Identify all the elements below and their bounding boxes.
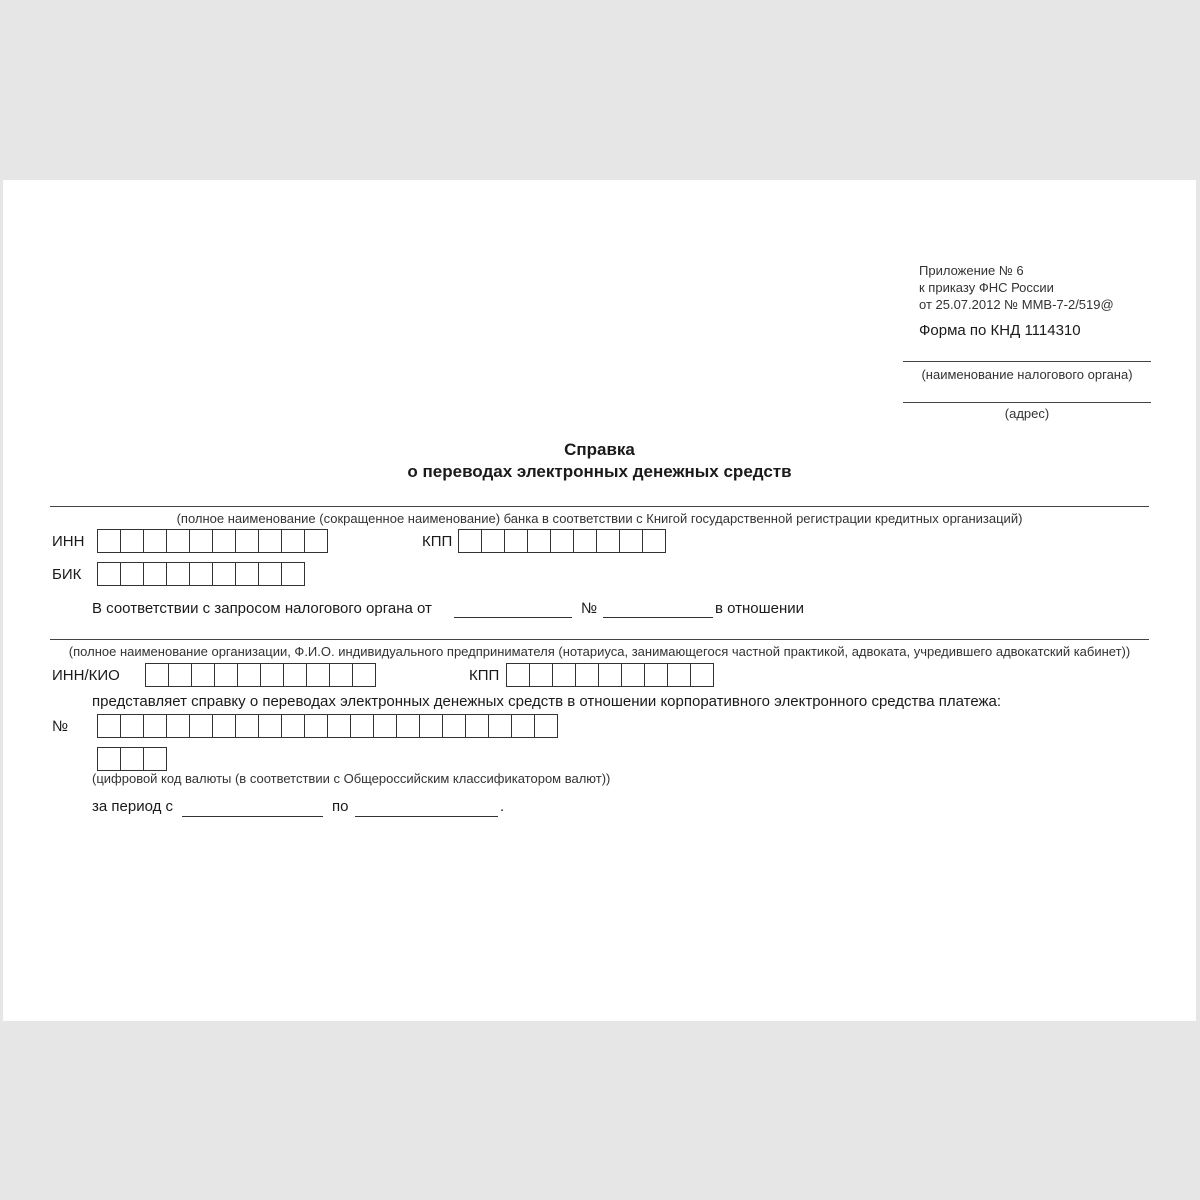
bank-kpp-cells[interactable] (458, 529, 666, 553)
currency-code-cells[interactable] (97, 747, 167, 771)
bank-name-line (50, 506, 1149, 507)
organization-name-caption: (полное наименование организации, Ф.И.О. индивидуального предпринимателя (нотариуса, занимающегося частной практикой, адвоката, учредившего адвокатский кабинет)) (68, 644, 1131, 659)
request-text: В соответствии с запросом налогового органа от (92, 600, 432, 617)
request-number-blank[interactable] (603, 617, 713, 618)
org-kpp-label: КПП (469, 667, 500, 684)
org-kpp-cells[interactable] (506, 663, 714, 687)
period-from-label: за период с (92, 798, 174, 815)
form-sheet (3, 180, 1196, 1021)
org-inn-kio-label: ИНН/КИО (52, 667, 120, 684)
address-caption: (адрес) (1004, 406, 1050, 421)
bank-inn-label: ИНН (52, 533, 85, 550)
form-code: Форма по КНД 1114310 (919, 322, 1081, 339)
payment-number-cells[interactable] (97, 714, 558, 738)
payment-number-label: № (52, 718, 69, 735)
period-from-blank[interactable] (182, 816, 323, 817)
request-relation-text: в отношении (715, 600, 805, 617)
address-line (903, 402, 1151, 403)
bank-kpp-label: КПП (422, 533, 453, 550)
appendix-line-1: Приложение № 6 (919, 263, 1024, 278)
tax-authority-caption: (наименование налогового органа) (921, 367, 1133, 382)
tax-authority-line (903, 361, 1151, 362)
period-end-mark: . (500, 798, 505, 815)
currency-code-caption: (цифровой код валюты (в соответствии с Общероссийским классификатором валют)) (92, 771, 611, 786)
document-title: Справка (564, 440, 635, 459)
period-to-blank[interactable] (355, 816, 498, 817)
appendix-note (919, 262, 1114, 313)
org-inn-kio-cells[interactable] (145, 663, 376, 687)
appendix-line-2: к приказу ФНС России (919, 280, 1054, 295)
bank-name-caption: (полное наименование (сокращенное наименование) банка в соответствии с Книгой государственной регистрации кредитных организаций) (176, 511, 1023, 526)
bank-bik-cells[interactable] (97, 562, 305, 586)
bank-bik-label: БИК (52, 566, 82, 583)
statement-text: представляет справку о переводах электронных денежных средств в отношении корпоративного электронного средства платежа: (92, 693, 1002, 710)
period-to-label: по (332, 798, 349, 815)
document-subtitle: о переводах электронных денежных средств (407, 462, 792, 481)
bank-inn-cells[interactable] (97, 529, 328, 553)
request-date-blank[interactable] (454, 617, 572, 618)
request-number-label: № (581, 600, 598, 617)
appendix-line-3: от 25.07.2012 № ММВ-7-2/519@ (919, 297, 1114, 312)
organization-name-line (50, 639, 1149, 640)
